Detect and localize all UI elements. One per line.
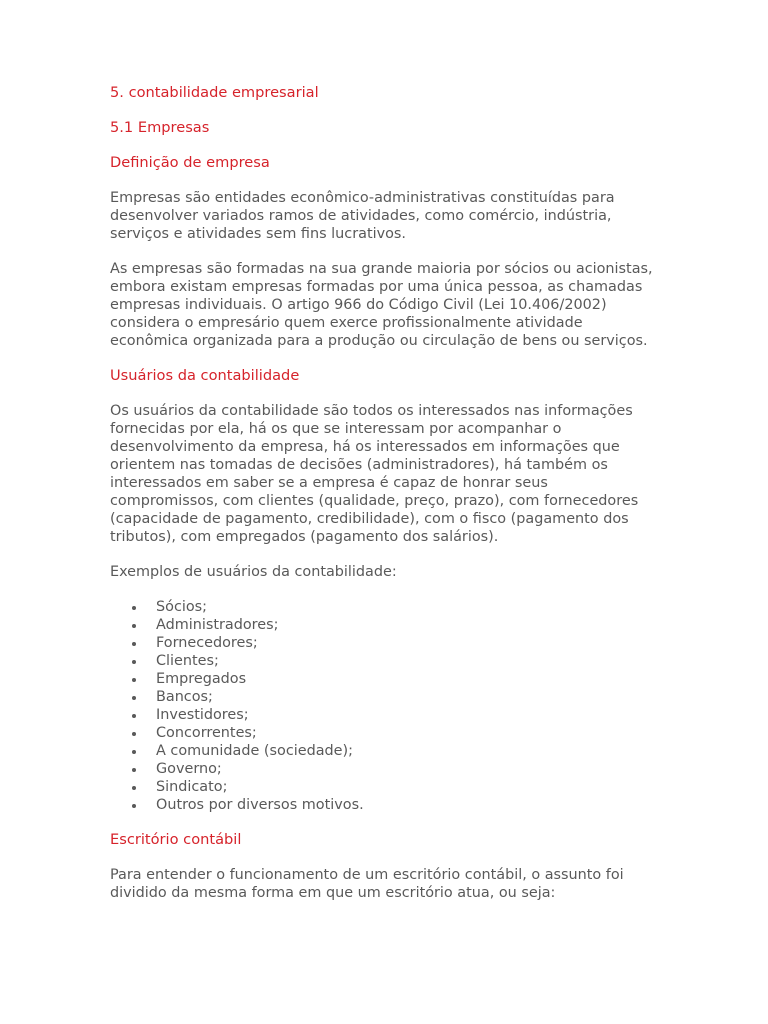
list-item-label: Administradores;: [156, 617, 279, 633]
list-item: [110, 616, 658, 634]
list-item-label: Concorrentes;: [156, 725, 257, 741]
bullet-icon: [132, 624, 136, 628]
list-item: [110, 634, 658, 652]
bullet-icon: [132, 678, 136, 682]
list-item-label: Fornecedores;: [156, 635, 258, 651]
bullet-icon: [132, 750, 136, 754]
bullet-icon: [132, 714, 136, 718]
heading-definicao-de-empresa: Definição de empresa: [110, 154, 270, 171]
section-title: 5. contabilidade empresarial: [110, 84, 319, 101]
document-content: [110, 84, 658, 919]
heading-usuarios-da-contabilidade: Usuários da contabilidade: [110, 367, 300, 384]
list-item: [110, 760, 658, 778]
list-item: [110, 652, 658, 670]
bullet-icon: [132, 642, 136, 646]
bullet-icon: [132, 732, 136, 736]
list-item: [110, 796, 658, 814]
list-item-label: Sindicato;: [156, 779, 228, 795]
list-item-label: Governo;: [156, 761, 222, 777]
list-item: [110, 670, 658, 688]
paragraph-exemplos: Exemplos de usuários da contabilidade:: [110, 564, 397, 580]
list-item: [110, 724, 658, 742]
list-item: [110, 706, 658, 724]
paragraph-usuarios: Os usuários da contabilidade são todos os interessados nas informações fornecidas por ela, há os que se interessam por acompanhar o desenvolvimento da empresa, há os interessados em informações que orientem nas tomadas de decisões (administradores), há também os interessados em saber se a empresa é capaz de honrar seus compromissos, com clientes (qualidade, preço, prazo), com fornecedores (capacidade de pagamento, credibilidade), com o fisco (pagamento dos tributos), com empregados (pagamento dos salários).: [110, 403, 639, 545]
list-item: [110, 742, 658, 760]
bullet-icon: [132, 804, 136, 808]
list-item-label: A comunidade (sociedade);: [156, 743, 353, 759]
bullet-icon: [132, 660, 136, 664]
list-item: [110, 598, 658, 616]
list-item: [110, 778, 658, 796]
usuarios-bullet-list: [110, 598, 658, 814]
bullet-icon: [132, 768, 136, 772]
list-item-label: Outros por diversos motivos.: [156, 797, 364, 813]
bullet-icon: [132, 786, 136, 790]
list-item-label: Investidores;: [156, 707, 249, 723]
list-item: [110, 688, 658, 706]
subsection-title: 5.1 Empresas: [110, 119, 210, 136]
heading-escritorio-contabil: Escritório contábil: [110, 831, 242, 848]
list-item-label: Sócios;: [156, 599, 207, 615]
paragraph-escritorio: Para entender o funcionamento de um escritório contábil, o assunto foi dividido da mesma forma em que um escritório atua, ou seja:: [110, 867, 624, 901]
list-item-label: Clientes;: [156, 653, 219, 669]
bullet-icon: [132, 606, 136, 610]
paragraph-definicao-1: Empresas são entidades econômico-administrativas constituídas para desenvolver variados ramos de atividades, como comércio, indústria, serviços e atividades sem fins lucrativos.: [110, 190, 615, 242]
paragraph-definicao-2: As empresas são formadas na sua grande maioria por sócios ou acionistas, embora existam empresas formadas por uma única pessoa, as chamadas empresas individuais. O artigo 966 do Código Civil (Lei 10.406/2002) considera o empresário quem exerce profissionalmente atividade econômica organizada para a produção ou circulação de bens ou serviços.: [110, 261, 653, 349]
list-item-label: Empregados: [156, 671, 247, 687]
bullet-icon: [132, 696, 136, 700]
list-item-label: Bancos;: [156, 689, 213, 705]
